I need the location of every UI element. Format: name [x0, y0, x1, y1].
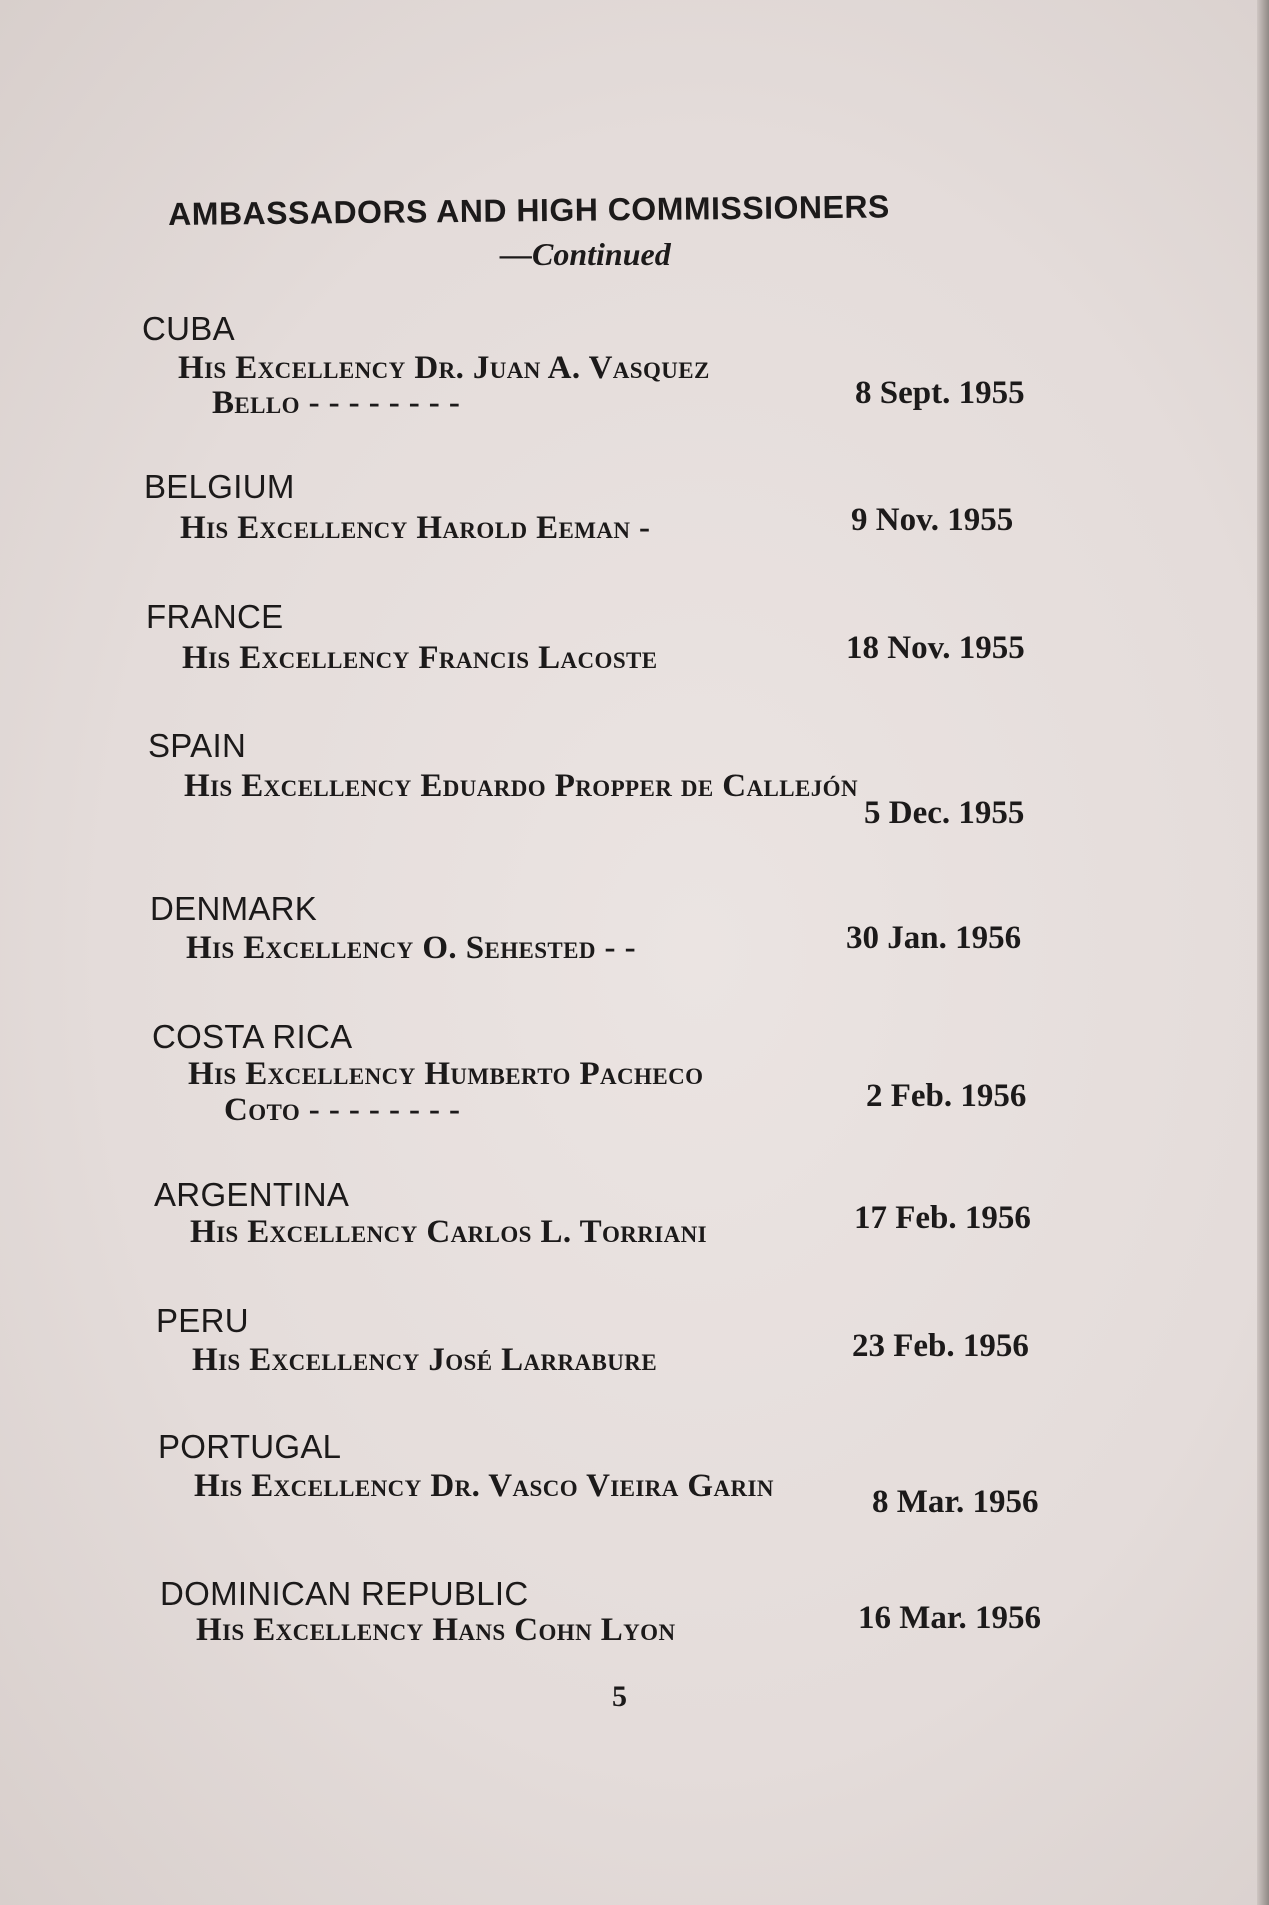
- appointment-date: 9 Nov. 1955: [851, 502, 1014, 538]
- appointment-date: 17 Feb. 1956: [854, 1200, 1031, 1236]
- ambassador-name: His Excellency O. Sehested - -: [186, 930, 636, 966]
- page-edge: [1257, 0, 1269, 1905]
- country-name: DENMARK: [150, 890, 318, 927]
- ambassador-name: His Excellency Humberto Pacheco: [188, 1056, 704, 1092]
- appointment-date: 8 Mar. 1956: [872, 1484, 1039, 1520]
- country-name: COSTA RICA: [152, 1018, 353, 1055]
- ambassador-name: His Excellency Hans Cohn Lyon: [196, 1612, 676, 1648]
- country-name: FRANCE: [146, 598, 284, 635]
- ambassador-name-continued: Coto - - - - - - - -: [224, 1092, 461, 1128]
- country-name: BELGIUM: [144, 468, 295, 505]
- country-name: DOMINICAN REPUBLIC: [160, 1575, 529, 1612]
- appointment-date: 5 Dec. 1955: [864, 795, 1025, 831]
- appointment-date: 23 Feb. 1956: [852, 1328, 1029, 1364]
- page-subtitle: —Continued: [500, 236, 671, 272]
- country-name: PERU: [156, 1302, 249, 1339]
- ambassador-name-continued: Bello - - - - - - - -: [212, 385, 461, 421]
- appointment-date: 30 Jan. 1956: [846, 920, 1022, 956]
- country-name: ARGENTINA: [154, 1176, 350, 1213]
- ambassador-name: His Excellency José Larrabure: [192, 1342, 658, 1378]
- country-name: PORTUGAL: [158, 1428, 342, 1465]
- ambassador-name: His Excellency Eduardo Propper de Callejón: [184, 768, 858, 804]
- ambassador-name: His Excellency Carlos L. Torriani: [190, 1214, 708, 1250]
- ambassador-name: His Excellency Francis Lacoste: [182, 640, 658, 676]
- country-name: CUBA: [142, 310, 235, 347]
- appointment-date: 16 Mar. 1956: [858, 1600, 1042, 1636]
- appointment-date: 18 Nov. 1955: [846, 630, 1025, 666]
- page-number: 5: [612, 1680, 627, 1713]
- ambassador-name: His Excellency Dr. Vasco Vieira Garin: [194, 1468, 774, 1504]
- appointment-date: 8 Sept. 1955: [855, 375, 1025, 411]
- page-title: AMBASSADORS AND HIGH COMMISSIONERS: [168, 188, 890, 232]
- ambassador-name: His Excellency Harold Eeman -: [180, 510, 651, 546]
- ambassador-name: His Excellency Dr. Juan A. Vasquez: [178, 350, 710, 386]
- country-name: SPAIN: [148, 727, 247, 764]
- appointment-date: 2 Feb. 1956: [866, 1078, 1027, 1114]
